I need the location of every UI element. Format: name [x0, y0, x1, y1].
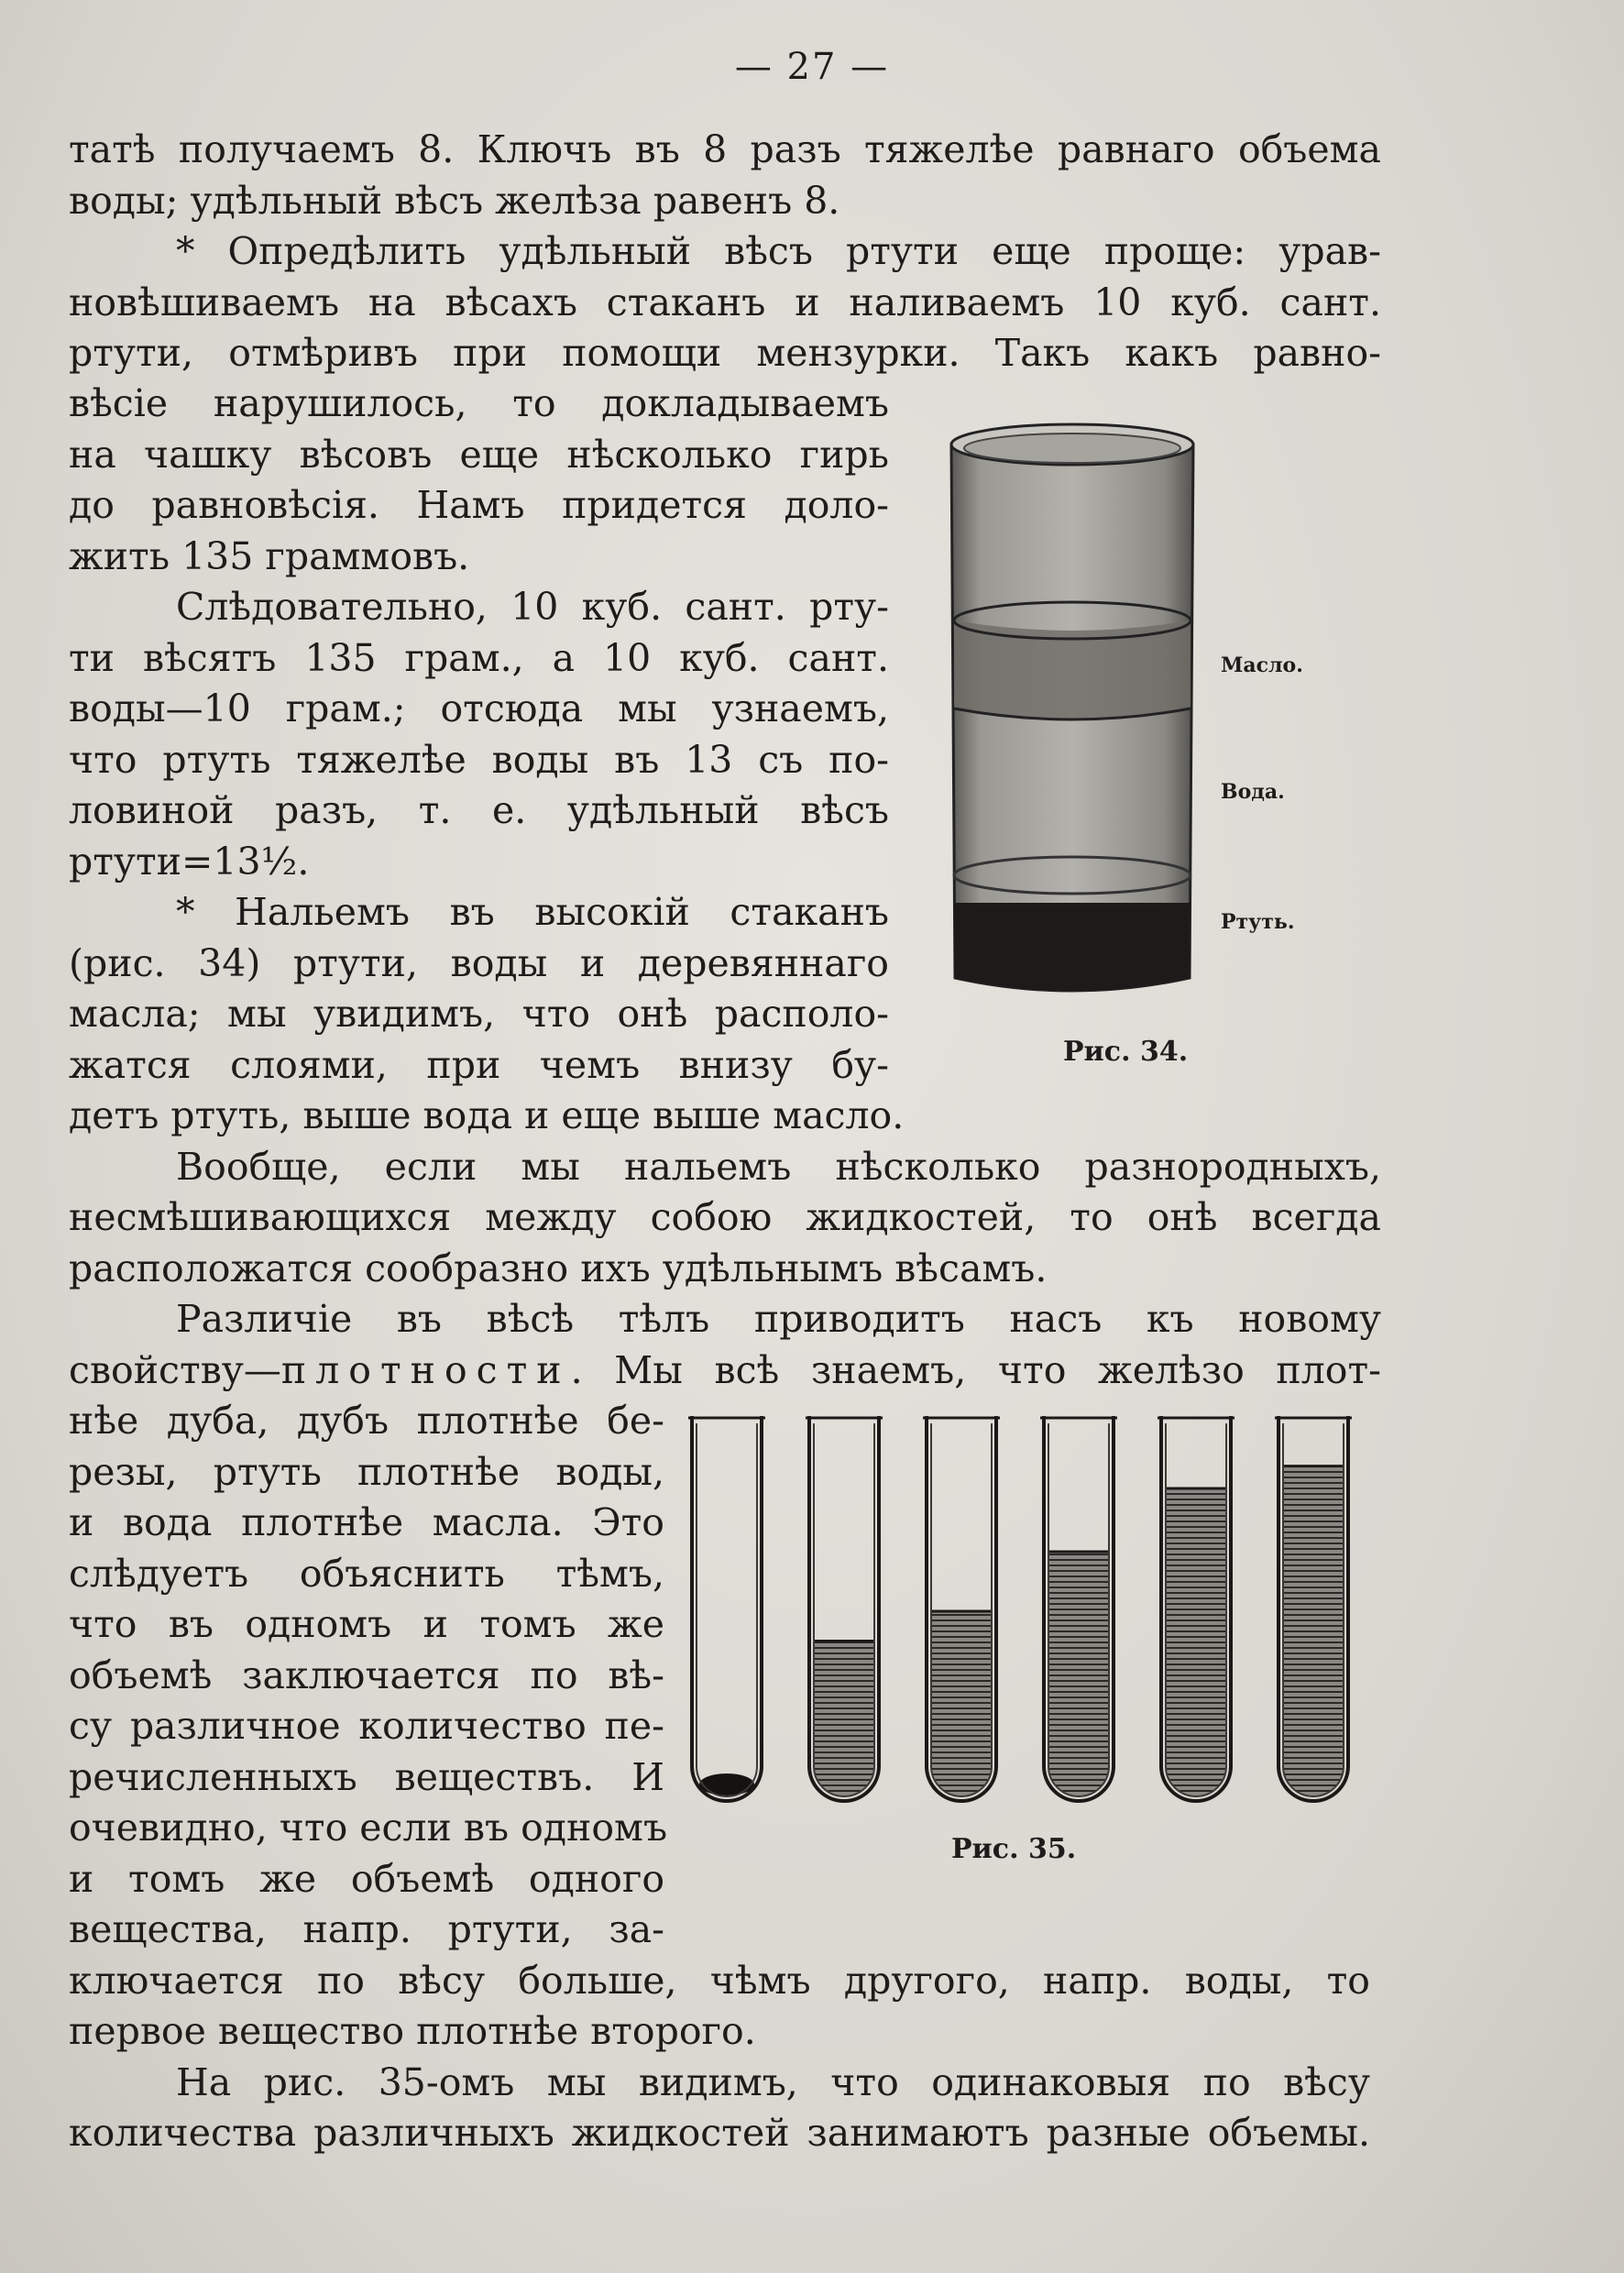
text-line: жить 135 граммовъ. [69, 534, 470, 578]
text-line: ртути=13½. [69, 840, 310, 884]
text-line: первое вещество плотнѣе второго. [69, 2009, 756, 2053]
liquid-fill [931, 1611, 992, 1796]
text-line: Вообще, если мы нальемъ нѣсколько разнородныхъ, [176, 1145, 1381, 1189]
text-line: нѣе дуба, дубъ плотнѣе бе- [69, 1399, 664, 1443]
text-line: воды; удѣльный вѣсъ желѣза равенъ 8. [69, 179, 840, 223]
liquid-fill [814, 1641, 874, 1796]
label-water: Вода. [1221, 780, 1285, 804]
text-line: ртути, отмѣривъ при помощи мензурки. Такъ какъ равно- [69, 331, 1381, 375]
text-line-spaced [69, 1345, 1381, 1396]
emphasized-term: плотности [280, 1348, 571, 1392]
text-line: слѣдуетъ объяснить тѣмъ, [69, 1552, 664, 1596]
text-line: На рис. 35-омъ мы видимъ, что одинаковыя по вѣсу [176, 2060, 1370, 2104]
text-line: расположатся сообразно ихъ удѣльнымъ вѣсамъ. [69, 1246, 1048, 1290]
tube-wall [692, 1416, 762, 1801]
text-line: очевидно, что если въ одномъ [69, 1806, 668, 1850]
label-mercury: Ртуть. [1221, 910, 1295, 934]
liquid-fill [1048, 1552, 1109, 1796]
mercury-layer [954, 903, 1191, 991]
text-fragment: . Мы всѣ знаемъ, что желѣзо плот- [570, 1348, 1381, 1392]
text-line: су различное количество пе- [69, 1704, 664, 1748]
text-line: и томъ же объемѣ одного [69, 1857, 664, 1901]
text-fragment: свойству— [69, 1348, 281, 1392]
figure-34-caption: Рис. 34. [1063, 1036, 1189, 1068]
text-line: что въ одномъ и томъ же [69, 1602, 664, 1646]
text-line: (рис. 34) ртути, воды и деревяннаго [69, 941, 889, 985]
liquid-fill [699, 1773, 754, 1795]
text-line: что ртуть тяжелѣе воды въ 13 съ по- [69, 738, 889, 782]
text-line: масла; мы увидимъ, что онѣ располо- [69, 992, 889, 1036]
label-oil: Масло. [1221, 653, 1303, 677]
text-line: количества различныхъ жидкостей занимаютъ разные объемы. [69, 2111, 1370, 2155]
figure-35-test-tubes [683, 1416, 1352, 1801]
text-line: ловиной разъ, т. е. удѣльный вѣсъ [69, 788, 889, 832]
text-line: новѣшиваемъ на вѣсахъ стаканъ и наливаемъ 10 куб. сант. [69, 280, 1381, 324]
test-tube [923, 1416, 1000, 1801]
text-line: ти вѣсятъ 135 грам., а 10 куб. сант. [69, 636, 889, 680]
oil-layer [954, 620, 1191, 719]
liquid-fill [1283, 1466, 1344, 1796]
text-line: татѣ получаемъ 8. Ключъ въ 8 разъ тяжелѣе равнаго объема [69, 127, 1381, 171]
text-line: воды—10 грам.; отсюда мы узнаемъ, [69, 686, 889, 730]
test-tube [1275, 1416, 1352, 1801]
test-tube [1158, 1416, 1234, 1801]
text-line: до равновѣсія. Намъ придется доло- [69, 483, 889, 527]
text-line: Различіе въ вѣсѣ тѣлъ приводитъ насъ къ новому [176, 1297, 1381, 1341]
text-line: жатся слоями, при чемъ внизу бу- [69, 1043, 889, 1087]
text-line: объемѣ заключается по вѣ- [69, 1653, 664, 1697]
liquid-fill [1166, 1488, 1226, 1796]
text-line: несмѣшивающихся между собою жидкостей, то онѣ всегда [69, 1195, 1381, 1239]
test-tube [688, 1416, 765, 1801]
test-tube [806, 1416, 883, 1801]
text-line: резы, ртуть плотнѣе воды, [69, 1450, 664, 1494]
page-number: — 27 — [734, 46, 890, 88]
text-line: Слѣдовательно, 10 куб. сант. рту- [176, 585, 889, 629]
text-line: детъ ртуть, выше вода и еще выше масло. [69, 1093, 905, 1137]
figure-35-caption: Рис. 35. [951, 1833, 1077, 1865]
text-line: ключается по вѣсу больше, чѣмъ другого, напр. воды, то [69, 1959, 1370, 2003]
text-line: вещества, напр. ртути, за- [69, 1907, 664, 1951]
text-line: * Нальемъ въ высокій стаканъ [176, 890, 889, 934]
text-line: на чашку вѣсовъ еще нѣсколько гирь [69, 433, 889, 477]
text-line: * Опредѣлить удѣльный вѣсъ ртути еще проще: урав- [176, 229, 1381, 273]
text-line: речисленныхъ веществъ. И [69, 1755, 664, 1799]
tube-inner-wall [697, 1423, 757, 1796]
test-tube [1040, 1416, 1117, 1801]
text-line: и вода плотнѣе масла. Это [69, 1500, 664, 1544]
text-line: вѣсіе нарушилось, то докладываемъ [69, 381, 889, 425]
